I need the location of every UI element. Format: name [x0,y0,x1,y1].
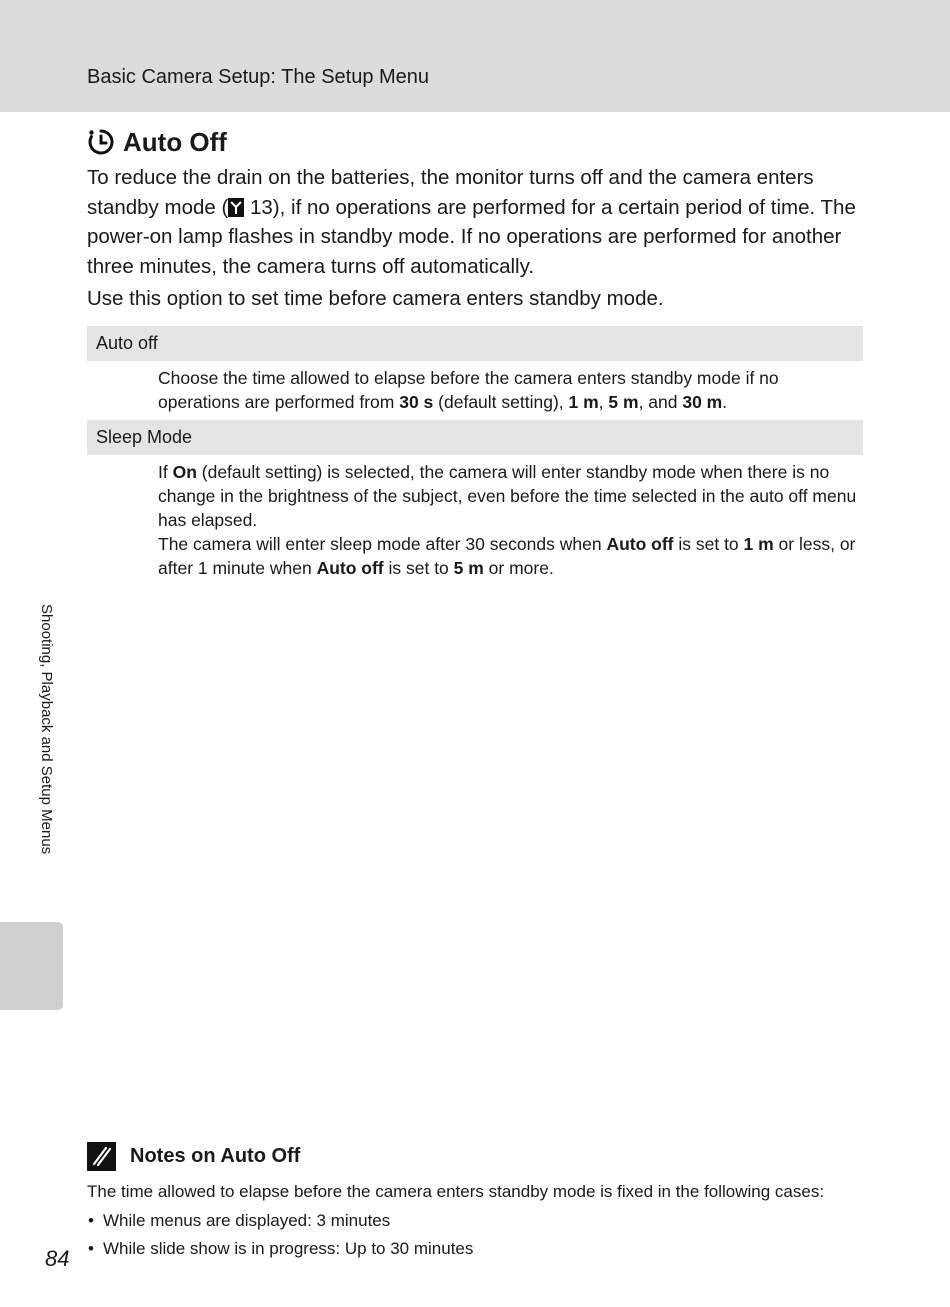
text-run: (default setting), [433,392,569,412]
value-30m: 30 m [682,392,723,412]
intro-paragraph [87,163,867,281]
option-label-sleep-mode: Sleep Mode [96,427,193,447]
option-bar-auto-off [87,326,863,361]
text-run: is set to [383,558,454,578]
value-on: On [172,462,197,482]
list-item: • While menus are displayed: 3 minutes [87,1207,473,1235]
value-1m: 1 m [743,534,774,554]
option-bar-sleep-mode [87,420,863,455]
notes-body: The time allowed to elapse before the camera enters standby mode is fixed in the following cases: [87,1182,825,1201]
list-item: • While slide show is in progress: Up to 30 minutes [87,1235,473,1263]
note-pencil-icon [87,1142,116,1171]
page-number: 84 [45,1246,70,1271]
value-5m: 5 m [453,558,484,578]
text-run: or less, or after 1 minute when [158,534,856,578]
intro-paragraph-2: Use this option to set time before camera enters standby mode. [87,287,664,310]
text-run: or more. [483,558,554,578]
text-run: (default setting) is selected, the camera will enter standby mode when there is no change in the brightness of the subject, even before the time selected in the auto off menu has elapsed. [158,462,857,530]
timer-icon [87,128,115,156]
text-run: Choose the time allowed to elapse before the camera enters standby mode if no operations are performed from [158,368,779,412]
intro-text-a: To reduce the drain on the batteries, the monitor turns off and the camera enters standby mode ( [87,166,814,219]
value-auto-off: Auto off [606,534,674,554]
section-title: Auto Off [123,126,227,157]
text-run: . [722,392,728,412]
option-desc-auto-off [158,366,858,414]
side-tab-label: Shooting, Playback and Setup Menus [38,604,55,855]
notes-list [87,1207,473,1263]
option-desc-sleep-mode [158,460,858,580]
notes-title: Notes on Auto Off [130,1144,301,1167]
header-title: Basic Camera Setup: The Setup Menu [87,66,430,88]
value-auto-off: Auto off [316,558,384,578]
text-run: is set to [673,534,744,554]
value-30s: 30 s [399,392,434,412]
notes-heading [87,1140,300,1172]
text-run: , and [638,392,683,412]
value-5m: 5 m [608,392,639,412]
text-run: If [158,462,173,482]
option-label-auto-off: Auto off [96,333,158,353]
text-run: , [598,392,609,412]
side-tab [0,922,63,1010]
section-heading [87,124,227,160]
text-run: The camera will enter sleep mode after 30 seconds when [158,534,607,554]
value-1m: 1 m [568,392,599,412]
intro-text-b: 13), if no operations are performed for a certain period of time. The power-on lamp flashes in standby mode. If no operations are performed for another three minutes, the camera turns off automatically. [87,195,856,278]
header-band [0,0,950,112]
book-reference-icon[interactable] [228,198,244,217]
